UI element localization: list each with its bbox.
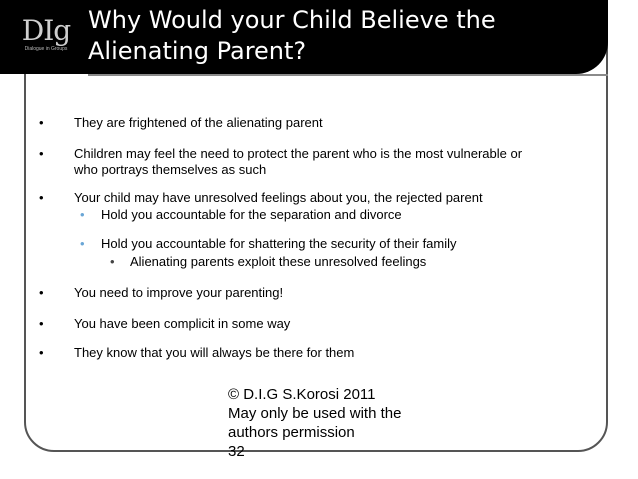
bullet-text: Hold you accountable for shattering the security of their family [101, 236, 457, 251]
dig-logo [20, 16, 72, 60]
bullet-text: Alienating parents exploit these unresolved feelings [130, 254, 427, 269]
footer-line-2: May only be used with the [228, 405, 402, 422]
logo-subtext: Dialogue in Groups [24, 46, 68, 52]
bullet-text: Children may feel the need to protect the parent who is the most vulnerable or [74, 146, 523, 161]
bullet-text: who portrays themselves as such [74, 162, 267, 177]
title-line-1: Why Would your Child Believe the [88, 6, 496, 34]
bullet-icon: • [39, 316, 44, 331]
bullet-icon: • [110, 254, 115, 269]
footer-line-1: © D.I.G S.Korosi 2011 [228, 386, 376, 403]
footer-line-3: authors permission [228, 424, 355, 441]
bullet-icon: • [39, 115, 44, 130]
bullet-text: You have been complicit in some way [74, 316, 291, 331]
bullet-icon: • [39, 190, 44, 205]
bullet-text: They are frightened of the alienating parent [74, 115, 323, 130]
bullet-text: You need to improve your parenting! [74, 285, 284, 300]
slide-title [88, 5, 588, 67]
bullet-icon: • [39, 146, 44, 161]
bullet-icon: • [80, 207, 85, 222]
bullet-icon: • [80, 236, 85, 251]
copyright-footer [228, 385, 401, 461]
bullet-text: They know that you will always be there for them [74, 345, 355, 360]
bullet-icon: • [39, 345, 44, 360]
logo-mark: DIg [21, 14, 71, 47]
title-underline [88, 74, 608, 76]
title-line-2: Alienating Parent? [88, 37, 307, 65]
bullet-text: Your child may have unresolved feelings about you, the rejected parent [74, 190, 483, 205]
bullet-icon: • [39, 285, 44, 300]
slide-number: 32 [228, 443, 245, 460]
bullet-text: Hold you accountable for the separation and divorce [101, 207, 402, 222]
